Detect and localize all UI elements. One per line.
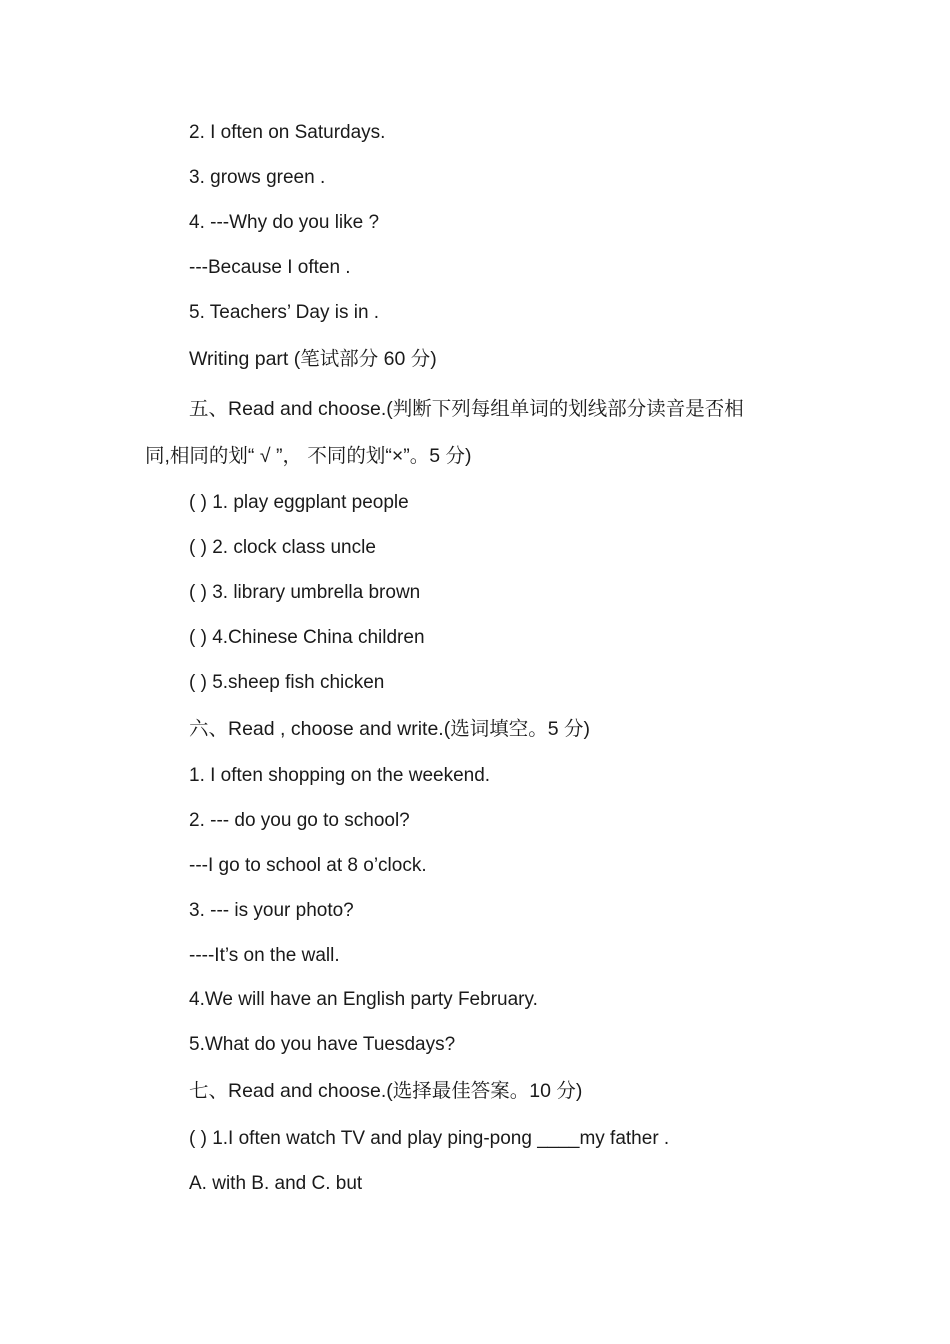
- text-line: 4.We will have an English party February.: [189, 989, 538, 1010]
- text-line: 5. Teachers’ Day is in .: [189, 302, 380, 323]
- section-heading: 七、Read and choose.(选择最佳答案。10 分): [189, 1080, 583, 1102]
- question-item: ( ) 1.I often watch TV and play ping-pong ____my father .: [189, 1128, 670, 1149]
- question-item: ( ) 1. play eggplant people: [189, 492, 409, 513]
- text-line: ---Because I often .: [189, 257, 351, 278]
- text-line: 3. --- is your photo?: [189, 900, 354, 921]
- question-item: ( ) 4.Chinese China children: [189, 627, 425, 648]
- text-line: 3. grows green .: [189, 167, 326, 188]
- text-line: 5.What do you have Tuesdays?: [189, 1034, 456, 1055]
- text-line: ----It’s on the wall.: [189, 945, 340, 966]
- text-line: 1. I often shopping on the weekend.: [189, 765, 491, 786]
- answer-options: A. with B. and C. but: [189, 1173, 363, 1194]
- text-line: ---I go to school at 8 o’clock.: [189, 855, 427, 876]
- question-item: ( ) 3. library umbrella brown: [189, 582, 421, 603]
- section-heading: Writing part (笔试部分 60 分): [189, 348, 437, 370]
- section-heading-continuation: 同,相同的划“ √ ”， 不同的划“×”。5 分): [145, 445, 472, 467]
- text-line: 2. I often on Saturdays.: [189, 122, 386, 143]
- text-line: 2. --- do you go to school?: [189, 810, 410, 831]
- question-item: ( ) 5.sheep fish chicken: [189, 672, 385, 693]
- text-line: 4. ---Why do you like ?: [189, 212, 380, 233]
- section-heading: 六、Read , choose and write.(选词填空。5 分): [189, 718, 590, 740]
- section-heading: 五、Read and choose.(判断下列每组单词的划线部分读音是否相: [189, 398, 744, 420]
- question-item: ( ) 2. clock class uncle: [189, 537, 376, 558]
